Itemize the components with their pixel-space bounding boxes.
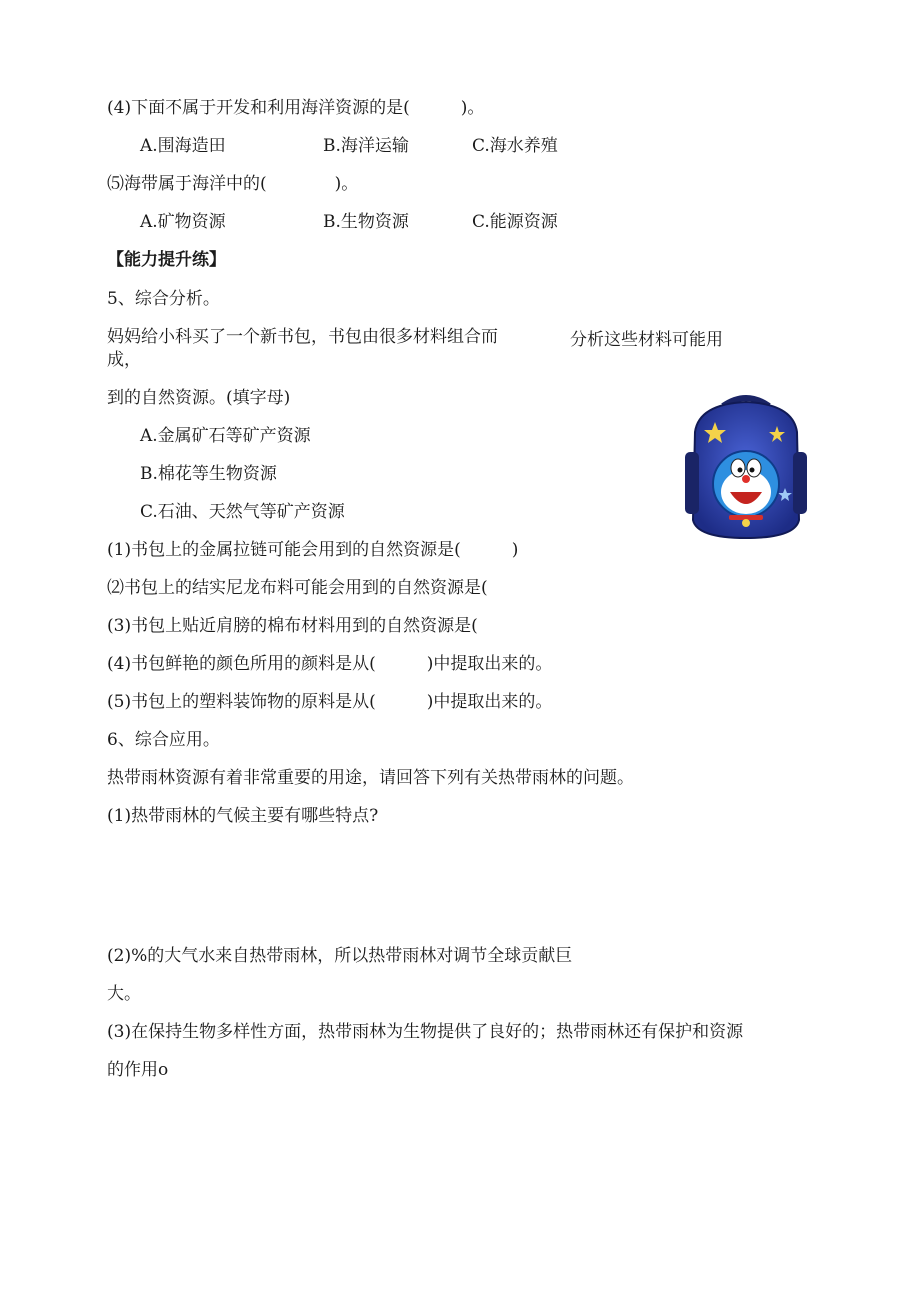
q5-option-c: C.能源资源 (472, 212, 558, 232)
s5-title: 5、综合分析。 (107, 289, 220, 309)
s5-intro-continued: 到的自然资源。(填字母) (107, 388, 291, 408)
q5-option-a: A.矿物资源 (140, 212, 226, 232)
s5-question-5: (5)书包上的塑料装饰物的原料是从( )中提取出来的。 (107, 692, 553, 712)
character-nose (742, 475, 750, 483)
q4-stem: (4)下面不属于开发和利用海洋资源的是( )。 (107, 98, 485, 118)
s5-option-c: C.石油、天然气等矿产资源 (140, 502, 345, 522)
s5-question-4: (4)书包鲜艳的颜色所用的颜料是从( )中提取出来的。 (107, 654, 553, 674)
s6-question-1: (1)热带雨林的气候主要有哪些特点? (107, 806, 379, 826)
pupil-left (738, 468, 743, 473)
s5-question-2: ⑵书包上的结实尼龙布料可能会用到的自然资源是( (107, 578, 488, 598)
s5-intro-right: 分析这些材料可能用 (570, 330, 723, 350)
s6-title: 6、综合应用。 (107, 730, 220, 750)
s5-intro-left-wrap: 成， (107, 350, 141, 370)
s6-question-2-wrap: 大。 (107, 984, 141, 1004)
character-eye-right (747, 459, 761, 477)
s6-question-3-wrap: 的作用o (107, 1060, 169, 1080)
character-eye-left (731, 459, 745, 477)
pupil-right (750, 468, 755, 473)
s6-intro: 热带雨林资源有着非常重要的用途，请回答下列有关热带雨林的问题。 (107, 768, 634, 788)
q5-option-b: B.生物资源 (323, 212, 409, 232)
s5-option-a: A.金属矿石等矿产资源 (140, 426, 311, 446)
s6-question-2: (2)%的大气水来自热带雨林，所以热带雨林对调节全球贡献巨 (107, 946, 573, 966)
s5-question-3: (3)书包上贴近肩膀的棉布材料用到的自然资源是( (107, 616, 478, 636)
section-title: 【能力提升练】 (107, 250, 226, 270)
s5-option-b: B.棉花等生物资源 (140, 464, 277, 484)
q4-option-c: C.海水养殖 (472, 136, 558, 156)
s5-question-1: (1)书包上的金属拉链可能会用到的自然资源是( ) (107, 540, 519, 560)
bell-icon (742, 519, 750, 527)
side-pocket-left (685, 452, 699, 514)
q4-option-b: B.海洋运输 (323, 136, 409, 156)
s6-question-3: (3)在保持生物多样性方面，热带雨林为生物提供了良好的；热带雨林还有保护和资源 (107, 1022, 744, 1042)
s5-intro-left: 妈妈给小科买了一个新书包，书包由很多材料组合而 (107, 327, 498, 347)
backpack-image (685, 392, 807, 540)
q4-option-a: A.围海造田 (140, 136, 226, 156)
side-pocket-right (793, 452, 807, 514)
q5-stem: ⑸海带属于海洋中的( )。 (107, 174, 359, 194)
